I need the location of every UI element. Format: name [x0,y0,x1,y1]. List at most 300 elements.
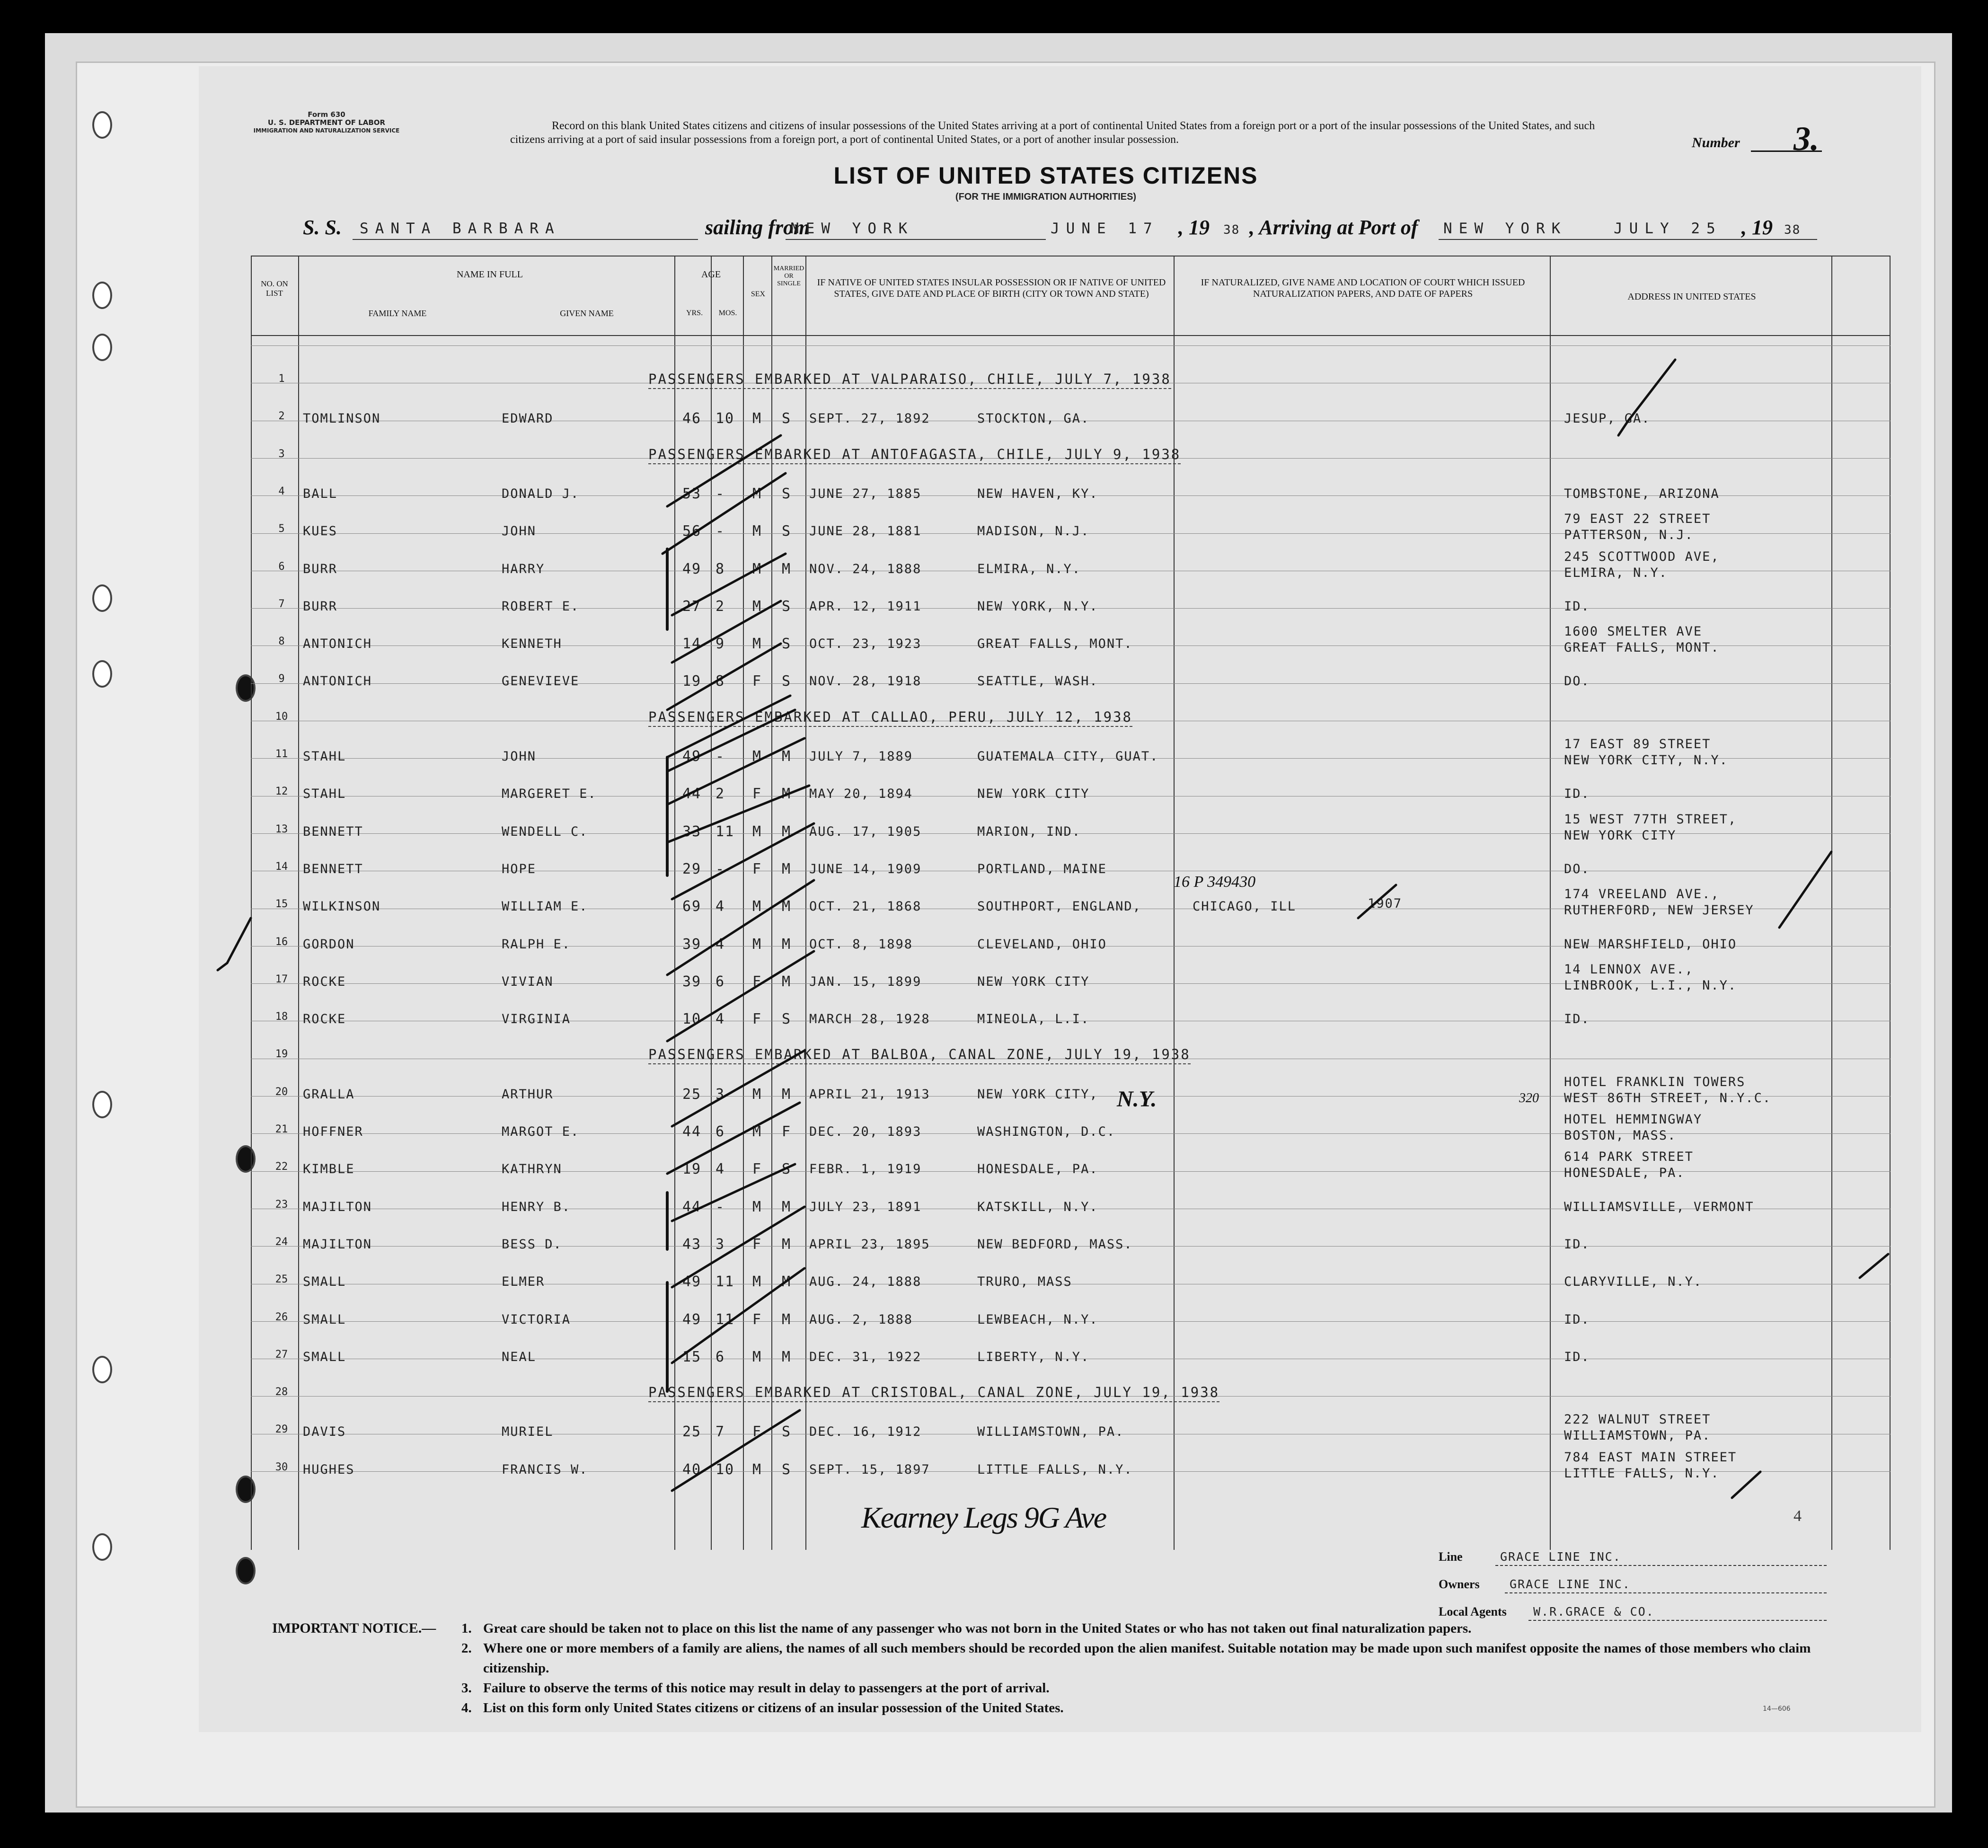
birth-place: ELMIRA, N.Y. [977,561,1081,576]
address-line: 245 SCOTTWOOD AVE, [1564,549,1720,564]
sex: M [752,1348,762,1365]
address-line: WILLIAMSTOWN, PA. [1564,1428,1711,1443]
notice-item-number: 1. [461,1621,472,1636]
birth-date: AUG. 24, 1888 [809,1274,922,1290]
marital-status: S [782,673,792,690]
header-sex: SEX [751,290,766,298]
birth-place: NEW YORK CITY [977,974,1090,989]
header-family-name: FAMILY NAME [368,309,427,318]
local-agents-label: Local Agents [1439,1605,1507,1618]
marital-status: S [782,410,792,427]
sailing-from-label: sailing from [705,216,810,239]
sex: M [752,936,762,953]
given-name: RALPH E. [502,937,571,952]
row-number: 30 [275,1461,288,1473]
given-name: JOHN [502,749,537,764]
age-months: 11 [716,1273,735,1291]
address-line: LITTLE FALLS, N.Y. [1564,1466,1720,1481]
given-name: MARGERET E. [502,787,597,802]
age-months: - [716,523,725,540]
marital-status: M [782,1311,792,1328]
notice-item-number: 2. [461,1641,472,1656]
address-line: NEW YORK CITY [1564,828,1677,843]
row-number: 3 [278,448,285,460]
sex: M [752,1273,762,1291]
age-years: 10 [682,1011,702,1028]
address-line: 784 EAST MAIN STREET [1564,1450,1737,1465]
marital-status: S [782,598,792,615]
address-line: WILLIAMSVILLE, VERMONT [1564,1199,1754,1214]
birth-place: MINEOLA, L.I. [977,1012,1090,1027]
birth-place: LITTLE FALLS, N.Y. [977,1462,1133,1477]
given-name: EDWARD [502,411,554,426]
sex: M [752,1461,762,1478]
check-mark-icon [1732,1472,1760,1498]
sex: M [752,898,762,915]
address-line: 15 WEST 77TH STREET, [1564,812,1737,827]
age-months: 6 [716,1348,725,1365]
address-line: JESUP, GA. [1564,411,1651,426]
birth-place: NEW YORK CITY, [977,1087,1098,1102]
age-months: 8 [716,560,725,577]
birth-date: JUNE 14, 1909 [809,861,922,876]
row-number: 6 [278,560,285,573]
owners-underline [1505,1592,1827,1593]
notice-item [461,1618,1857,1638]
section-heading: PASSENGERS EMBARKED AT VALPARAISO, CHILE, JULY 7, 1938 [648,371,1171,389]
birth-place: GUATEMALA CITY, GUAT. [977,749,1159,764]
check-mark-icon [218,918,251,970]
address-line: 1600 SMELTER AVE [1564,624,1703,639]
birth-date: JULY 23, 1891 [809,1199,922,1214]
sex: M [752,1086,762,1103]
birth-date: OCT. 8, 1898 [809,937,913,952]
address-line: DO. [1564,674,1590,689]
given-name: MARGOT E. [502,1124,580,1139]
age-months: - [716,860,725,877]
family-name: BURR [303,599,338,614]
notice-items [461,1618,1857,1718]
record-instructions: Record on this blank United States citizens and citizens of insular possessions of the United States arriving at a port of continental United States from a foreign port or a port of the insular possessions of the United States, and such citizens arriving at a port of said insular possessions from a foreign port, a port of continental United States, or a port of another insular possession. [510,120,1595,146]
marital-status: M [782,1348,792,1365]
row-number: 9 [278,673,285,685]
family-name: ROCKE [303,974,346,989]
line-value: GRACE LINE INC. [1500,1550,1621,1564]
notice-item-text: List on this form only United States citizens or citizens of an insular possession of the United States. [483,1700,1064,1715]
sailing-year: 38 [1223,223,1240,237]
sex: M [752,748,762,765]
age-years: 14 [682,636,702,653]
birth-place: LEWBEACH, N.Y. [977,1312,1098,1327]
age-months: 2 [716,786,725,803]
row-number: 24 [275,1236,288,1248]
birth-place: LIBERTY, N.Y. [977,1349,1090,1364]
arrival-year: 38 [1784,223,1801,237]
sex: F [752,786,762,803]
age-years: 49 [682,1311,702,1328]
notice-heading: IMPORTANT NOTICE.— [272,1620,436,1636]
age-months: 11 [716,1311,735,1328]
age-years: 25 [682,1424,702,1441]
marital-status: M [782,973,792,990]
address-line: 614 PARK STREET [1564,1149,1694,1165]
family-name: ANTONICH [303,674,372,689]
age-months: 4 [716,1011,725,1028]
marital-status: S [782,1424,792,1441]
marital-status: M [782,1086,792,1103]
family-name: BENNETT [303,824,363,839]
marital-status: M [782,748,792,765]
marital-status: S [782,523,792,540]
birth-date: NOV. 28, 1918 [809,674,922,689]
given-name: WILLIAM E. [502,899,588,914]
birth-date: APRIL 23, 1895 [809,1237,930,1252]
age-years: 19 [682,673,702,690]
sex: M [752,1198,762,1215]
check-mark-icon [1779,852,1831,928]
line-underline [1495,1565,1827,1566]
birth-place: STOCKTON, GA. [977,411,1090,426]
notice-item-text: Failure to observe the terms of this notice may result in delay to passengers at the port of arrival. [483,1680,1050,1696]
row-number: 27 [275,1348,288,1361]
age-months: 4 [716,936,725,953]
given-name: KENNETH [502,637,562,652]
family-name: KIMBLE [303,1162,355,1177]
address-line: HONESDALE, PA. [1564,1166,1685,1181]
row-number: 14 [275,860,288,873]
sex: F [752,973,762,990]
age-years: 46 [682,410,702,427]
header-age: AGE [701,269,721,280]
address-line: TOMBSTONE, ARIZONA [1564,486,1720,501]
arrival-port: NEW YORK [1443,220,1567,237]
address-line: ID. [1564,1012,1590,1027]
birth-date: APRIL 21, 1913 [809,1087,930,1102]
handwritten-cert-number: 16 P 349430 [1174,873,1256,891]
birth-date: DEC. 16, 1912 [809,1424,922,1440]
age-years: 40 [682,1461,702,1478]
given-name: HOPE [502,861,537,876]
birth-place: KATSKILL, N.Y. [977,1199,1098,1214]
address-line: GREAT FALLS, MONT. [1564,640,1720,655]
address-line: ID. [1564,599,1590,614]
address-line: ID. [1564,1349,1590,1364]
age-years: 27 [682,598,702,615]
section-heading: PASSENGERS EMBARKED AT CRISTOBAL, CANAL ZONE, JULY 19, 1938 [648,1384,1219,1402]
marital-status: S [782,1161,792,1178]
birth-date: MARCH 28, 1928 [809,1012,930,1027]
form-number: Form 630 [308,110,345,119]
marital-status: S [782,1011,792,1028]
family-name: SMALL [303,1312,346,1327]
age-years: 33 [682,823,702,840]
sailing-date: JUNE 17 [1051,220,1159,237]
birth-place: WASHINGTON, D.C. [977,1124,1116,1139]
address-line: 14 LENNOX AVE., [1564,962,1694,977]
row-number: 7 [278,598,285,610]
row-number: 2 [278,410,285,423]
birth-date: JULY 7, 1889 [809,749,913,764]
notice-item-number: 3. [461,1680,472,1696]
ship-name: SANTA BARBARA [360,220,561,237]
header-married-single: MARRIED OR SINGLE [773,265,804,287]
check-mark-icon [1618,360,1675,435]
marital-status: M [782,936,792,953]
given-name: DONALD J. [502,486,580,501]
age-years: 19 [682,1161,702,1178]
sex: M [752,485,762,502]
age-years: 44 [682,786,702,803]
service: IMMIGRATION AND NATURALIZATION SERVICE [253,127,400,134]
birth-date: OCT. 23, 1923 [809,637,922,652]
address-line: DO. [1564,861,1590,876]
row-number: 18 [275,1011,288,1023]
marital-status: F [782,1123,792,1140]
given-name: HENRY B. [502,1199,571,1214]
header-given-name: GIVEN NAME [560,309,614,318]
birth-date: DEC. 20, 1893 [809,1124,922,1139]
birth-place: MADISON, N.J. [977,524,1090,539]
age-years: 53 [682,485,702,502]
row-number: 8 [278,636,285,648]
age-months: 6 [716,973,725,990]
address-line: HOTEL HEMMINGWAY [1564,1112,1703,1127]
handwritten-ny: N.Y. [1117,1087,1157,1112]
row-number: 1 [278,373,285,385]
age-years: 25 [682,1086,702,1103]
row-number: 13 [275,823,288,835]
marital-status: M [782,1236,792,1253]
given-name: WENDELL C. [502,824,588,839]
row-number: 15 [275,898,288,911]
family-name: GRALLA [303,1087,355,1102]
agents-block [1439,1545,1831,1627]
notice-item [461,1678,1857,1698]
notice-item-text: Great care should be taken not to place on this list the name of any passenger who was not born in the United States or who has not taken out final naturalization papers. [483,1621,1472,1636]
birth-date: SEPT. 15, 1897 [809,1462,930,1477]
age-months: 2 [716,598,725,615]
birth-place: NEW HAVEN, KY. [977,486,1098,501]
header-naturalized: IF NATURALIZED, GIVE NAME AND LOCATION OF COURT WHICH ISSUED NATURALIZATION PAPERS, AND DATE OF PAPERS [1201,277,1525,299]
age-months: - [716,1198,725,1215]
sex: M [752,598,762,615]
marital-status: M [782,860,792,877]
row-number: 5 [278,523,285,535]
given-name: ELMER [502,1274,545,1290]
naturalization-year: 1907 [1368,896,1403,911]
age-months: 4 [716,898,725,915]
check-mark-icon [1860,1254,1888,1278]
section-heading: PASSENGERS EMBARKED AT ANTOFAGASTA, CHILE, JULY 9, 1938 [648,446,1181,464]
address-line: 17 EAST 89 STREET [1564,737,1711,752]
birth-date: JUNE 28, 1881 [809,524,922,539]
sex: F [752,673,762,690]
header-yrs: YRS. [686,309,703,317]
birth-place: CLEVELAND, OHIO [977,937,1107,952]
family-name: SMALL [303,1349,346,1364]
line-row [1439,1545,1831,1573]
address-line: 79 EAST 22 STREET [1564,512,1711,527]
department: U. S. DEPARTMENT OF LABOR [267,118,386,127]
sex: M [752,523,762,540]
family-name: DAVIS [303,1424,346,1440]
address-line: ID. [1564,1237,1590,1252]
age-months: 11 [716,823,735,840]
given-name: MURIEL [502,1424,554,1440]
given-name: JOHN [502,524,537,539]
family-name: BURR [303,561,338,576]
section-heading: PASSENGERS EMBARKED AT BALBOA, CANAL ZONE, JULY 19, 1938 [648,1046,1191,1064]
margin-number: 4 [1794,1507,1802,1525]
header-no-on-list: NO. ON LIST [261,279,288,298]
given-name: NEAL [502,1349,537,1364]
sex: F [752,1236,762,1253]
row-number: 16 [275,936,288,948]
handwritten-signature: Kearney Legs 9G Ave [861,1501,1106,1534]
birth-date: MAY 20, 1894 [809,787,913,802]
given-name: VICTORIA [502,1312,571,1327]
age-years: 44 [682,1123,702,1140]
family-name: TOMLINSON [303,411,381,426]
family-name: MAJILTON [303,1237,372,1252]
birth-place: NEW BEDFORD, MASS. [977,1237,1133,1252]
birth-place: MARION, IND. [977,824,1081,839]
age-years: 56 [682,523,702,540]
row-number: 26 [275,1311,288,1323]
birth-place: SOUTHPORT, ENGLAND, [977,899,1141,914]
row-number: 20 [275,1086,288,1098]
family-name: MAJILTON [303,1199,372,1214]
handwritten-address-number: 320 [1519,1091,1539,1105]
address-line: RUTHERFORD, NEW JERSEY [1564,903,1754,918]
age-months: 8 [716,673,725,690]
address-line: 174 VREELAND AVE., [1564,887,1720,902]
header-mos: MOS. [718,309,737,317]
age-months: 7 [716,1424,725,1441]
age-months: - [716,748,725,765]
owners-value: GRACE LINE INC. [1510,1577,1631,1591]
given-name: BESS D. [502,1237,562,1252]
family-name: GORDON [303,937,355,952]
row-number: 11 [275,748,288,760]
number-value: 3. [1794,120,1819,158]
row-number: 22 [275,1161,288,1173]
sex: M [752,1123,762,1140]
family-name: BALL [303,486,338,501]
owners-label: Owners [1439,1577,1480,1591]
birth-place: GREAT FALLS, MONT. [977,637,1133,652]
given-name: HARRY [502,561,545,576]
age-months: 9 [716,636,725,653]
check-mark-icon [1358,885,1396,918]
marital-status: M [782,823,792,840]
birth-place: SEATTLE, WASH. [977,674,1098,689]
given-name: VIVIAN [502,974,554,989]
family-name: HUGHES [303,1462,355,1477]
age-years: 43 [682,1236,702,1253]
birth-date: NOV. 24, 1888 [809,561,922,576]
row-number: 10 [275,710,288,723]
address-line: WEST 86TH STREET, N.Y.C. [1564,1090,1772,1105]
marital-status: S [782,1461,792,1478]
header-address: ADDRESS IN UNITED STATES [1627,292,1756,302]
birth-place: WILLIAMSTOWN, PA. [977,1424,1124,1440]
family-name: HOFFNER [303,1124,363,1139]
address-line: LINBROOK, L.I., N.Y. [1564,978,1737,993]
arrival-date: JULY 25 [1614,220,1722,237]
family-name: STAHL [303,787,346,802]
age-years: 44 [682,1198,702,1215]
section-heading: PASSENGERS EMBARKED AT CALLAO, PERU, JULY 12, 1938 [648,709,1132,727]
age-years: 39 [682,936,702,953]
family-name: BENNETT [303,861,363,876]
birth-date: JUNE 27, 1885 [809,486,922,501]
arriving-label: , Arriving at Port of [1249,216,1418,239]
sex: F [752,860,762,877]
marital-status: M [782,1198,792,1215]
age-years: 39 [682,973,702,990]
marital-status: S [782,485,792,502]
given-name: ROBERT E. [502,599,580,614]
age-months: 3 [716,1086,725,1103]
number-label: Number [1692,135,1740,150]
given-name: KATHRYN [502,1162,562,1177]
age-months: 6 [716,1123,725,1140]
row-number: 12 [275,786,288,798]
sex: F [752,1311,762,1328]
notice-item [461,1698,1857,1718]
arrival-year-prefix: , 19 [1741,216,1773,239]
row-number: 4 [278,485,285,497]
sex: M [752,560,762,577]
sex: M [752,636,762,653]
from-port: NEW YORK [790,220,914,237]
row-number: 25 [275,1273,288,1286]
sex: M [752,823,762,840]
row-number: 21 [275,1123,288,1135]
address-line: 222 WALNUT STREET [1564,1412,1711,1427]
ss-label: S. S. [303,216,342,239]
page-title: LIST OF UNITED STATES CITIZENS [833,162,1258,189]
sex: F [752,1161,762,1178]
birth-date: OCT. 21, 1868 [809,899,922,914]
notice-item-text: Where one or more members of a family are aliens, the names of all such members should be recorded upon the alien manifest. Suitable notation may be made upon such manifest opposite the names of those members who claim citizenship. [483,1641,1811,1676]
line-label: Line [1439,1550,1463,1564]
given-name: VIRGINIA [502,1012,571,1027]
sex: F [752,1424,762,1441]
address-line: ELMIRA, N.Y. [1564,565,1668,580]
row-number: 19 [275,1048,288,1061]
age-years: 29 [682,860,702,877]
family-name: STAHL [303,749,346,764]
row-number: 17 [275,973,288,985]
form-code: 14—606 [1763,1705,1791,1713]
given-name: GENEVIEVE [502,674,580,689]
given-name: FRANCIS W. [502,1462,588,1477]
given-name: ARTHUR [502,1087,554,1102]
birth-place: PORTLAND, MAINE [977,861,1107,876]
birth-place: NEW YORK CITY [977,787,1090,802]
sex: F [752,1011,762,1028]
sailing-year-prefix: , 19 [1178,216,1210,239]
age-years: 49 [682,748,702,765]
address-line: NEW MARSHFIELD, OHIO [1564,937,1737,952]
address-line: NEW YORK CITY, N.Y. [1564,753,1728,768]
row-number: 29 [275,1424,288,1436]
marital-status: M [782,560,792,577]
marital-status: M [782,898,792,915]
birth-date: JAN. 15, 1899 [809,974,922,989]
